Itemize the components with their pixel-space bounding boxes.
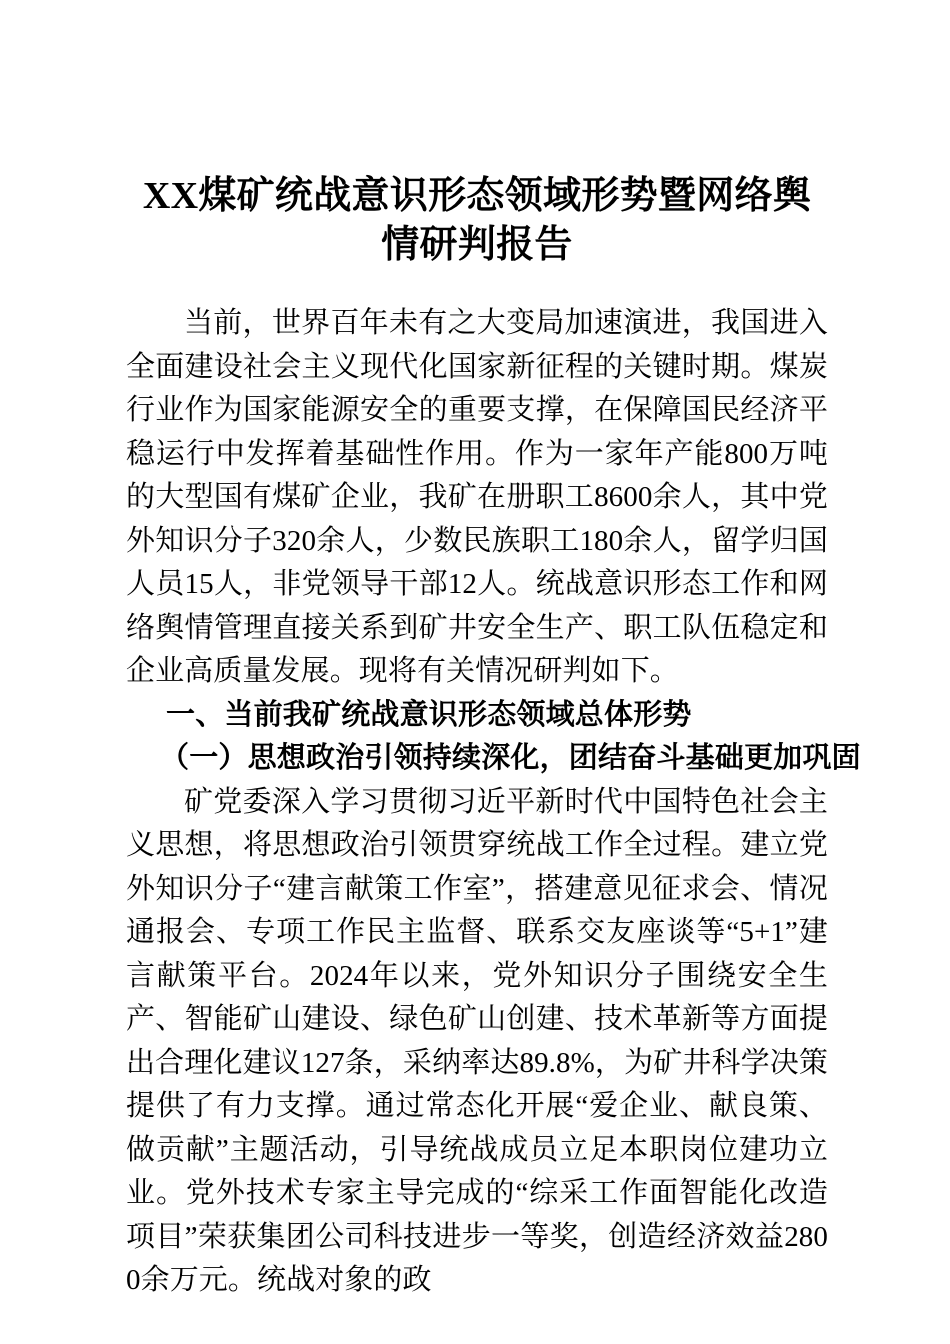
intro-paragraph: 当前，世界百年未有之大变局加速演进，我国进入全面建设社会主义现代化国家新征程的关键时期。煤炭行业作为国家能源安全的重要支撑，在保障国民经济平稳运行中发挥着基础性作用。作为一家年产能800万吨的大型国有煤矿企业，我矿在册职工8600余人，其中党外知识分子320余人，少数民族职工180余人，留学归国人员15人，非党领导干部12人。统战意识形态工作和网络舆情管理直接关系到矿井安全生产、职工队伍稳定和企业高质量发展。现将有关情况研判如下。 (126, 307, 828, 687)
section-heading-1: 一、当前我矿统战意识形态领域总体形势 (166, 698, 692, 731)
section-1-1-paragraph: 矿党委深入学习贯彻习近平新时代中国特色社会主义思想，将思想政治引领贯穿统战工作全过程。建立党外知识分子“建言献策工作室”，搭建意见征求会、情况通报会、专项工作民主监督、联系交友座谈等“5+1”建言献策平台。2024年以来，党外知识分子围绕安全生产、智能矿山建设、绿色矿山创建、技术革新等方面提出合理化建议127条，采纳率达89.8%，为矿井科学决策提供了有力支撑。通过常态化开展“爱企业、献良策、做贡献”主题活动，引导统战成员立足本职岗位建功立业。党外技术专家主导完成的“综采工作面智能化改造项目”荣获集团公司科技进步一等奖，创造经济效益2800余万元。统战对象的政 (126, 785, 828, 1296)
section-heading-1-1: （一）思想政治引领持续深化，团结奋斗基础更加巩固 (160, 742, 861, 774)
document-content (126, 0, 861, 1303)
document-title: XX煤矿统战意识形态领域形势暨网络舆情研判报告 (142, 175, 812, 266)
title-spacer (126, 270, 828, 302)
